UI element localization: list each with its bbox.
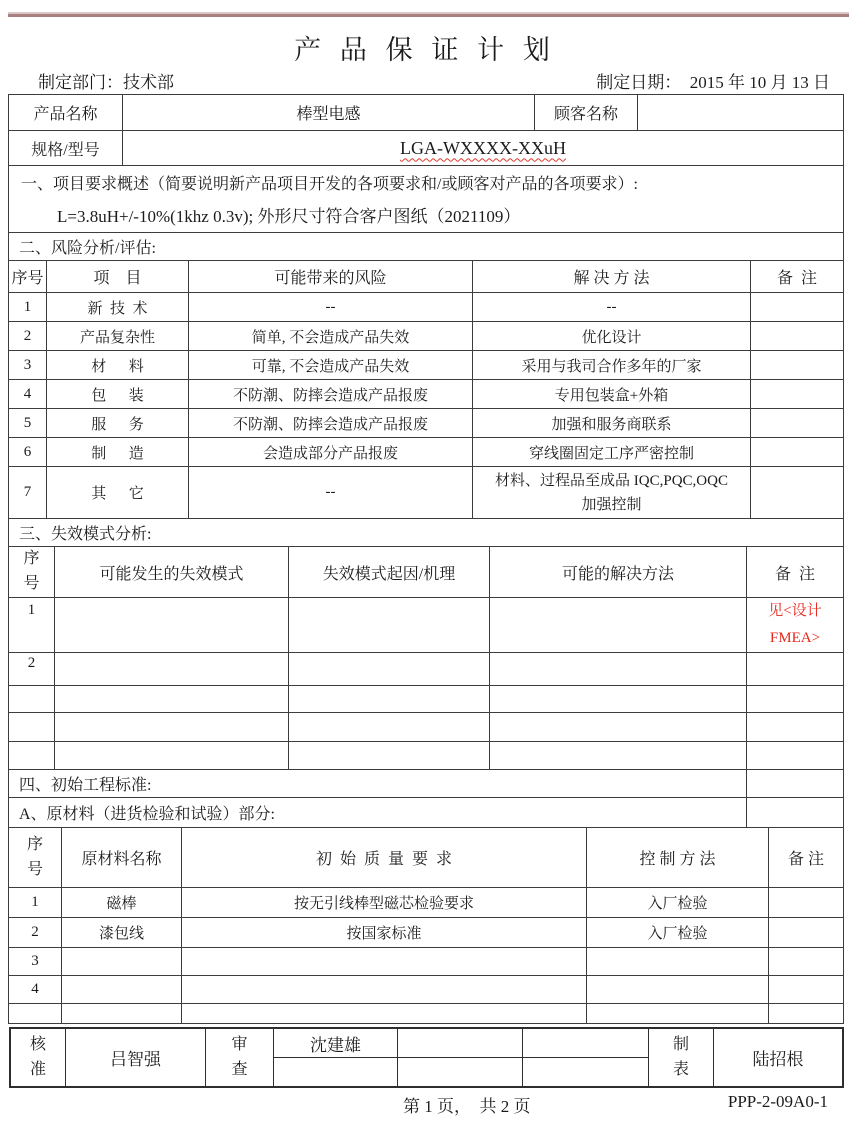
risk-solution-line2: 加强控制 <box>581 496 642 513</box>
section4-title-table <box>8 769 844 828</box>
spec-text: LGA-WXXXX-XXuH <box>400 137 566 158</box>
material-row <box>9 1004 844 1024</box>
fmea-note-line1: 见<设计 <box>768 603 822 619</box>
fmea-cell-remark <box>747 598 844 653</box>
risk-table <box>8 260 844 519</box>
fmea-cell-cause <box>289 598 490 653</box>
fmea-cell-solution <box>490 598 747 653</box>
risk-row <box>9 467 844 519</box>
mat-cell-control <box>587 976 769 1004</box>
fmea-cell-no: 1 <box>9 598 55 653</box>
risk-solution-line1: 材料、过程品至成品 IQC,PQC,OQC <box>495 472 728 489</box>
mat-header-control: 控 制 方 法 <box>587 828 769 888</box>
meta-row <box>8 68 844 93</box>
section4-subtitle: A、原材料（进货检验和试验）部分: <box>9 798 747 828</box>
mat-header-material: 原材料名称 <box>62 828 182 888</box>
fmea-cell-remark <box>747 742 844 770</box>
spec-value <box>123 131 844 166</box>
signature-block <box>10 1028 843 1087</box>
signature-blank-cell <box>274 1058 398 1087</box>
fmea-row <box>9 598 844 653</box>
mat-header-no-text: 序号 <box>26 835 43 878</box>
section4-title-remark-cell <box>747 770 844 798</box>
risk-cell-risk: 会造成部分产品报废 <box>189 438 473 467</box>
risk-cell-solution: -- <box>473 293 751 322</box>
mat-header-requirement: 初 始 质 量 要 求 <box>182 828 587 888</box>
mat-cell-material <box>62 1004 182 1024</box>
risk-cell-risk: 可靠, 不会造成产品失效 <box>189 351 473 380</box>
risk-cell-no: 6 <box>9 438 47 467</box>
fmea-header-solution: 可能的解决方法 <box>490 547 747 598</box>
section3-title: 三、失效模式分析: <box>9 519 844 547</box>
mat-cell-no: 3 <box>9 948 62 976</box>
risk-row <box>9 293 844 322</box>
fmea-cell-solution <box>490 713 747 742</box>
risk-cell-solution: 专用包装盒+外箱 <box>473 380 751 409</box>
risk-cell-remark <box>751 322 844 351</box>
mat-cell-material: 漆包线 <box>62 918 182 948</box>
risk-cell-item: 产品复杂性 <box>47 322 189 351</box>
fmea-header-remark: 备 注 <box>747 547 844 598</box>
risk-cell-item: 服 务 <box>47 409 189 438</box>
footer-page-info: 第 1 页， 共 2 页 <box>403 1097 531 1116</box>
fmea-row <box>9 653 844 686</box>
risk-cell-solution: 穿线圈固定工序严密控制 <box>473 438 751 467</box>
fmea-cell-remark <box>747 713 844 742</box>
mat-cell-control <box>587 948 769 976</box>
risk-cell-no: 3 <box>9 351 47 380</box>
fmea-row <box>9 713 844 742</box>
risk-row <box>9 438 844 467</box>
risk-row <box>9 322 844 351</box>
mat-cell-material: 磁棒 <box>62 888 182 918</box>
risk-cell-risk: -- <box>189 467 473 519</box>
risk-row <box>9 351 844 380</box>
mat-header-remark: 备 注 <box>769 828 844 888</box>
risk-cell-no: 7 <box>9 467 47 519</box>
risk-cell-risk: 不防潮、防摔会造成产品报废 <box>189 380 473 409</box>
risk-cell-risk: 简单, 不会造成产品失效 <box>189 322 473 351</box>
signature-blank-cell <box>523 1058 649 1087</box>
risk-header-item: 项 目 <box>47 261 189 293</box>
section1-table <box>8 165 844 233</box>
mat-cell-remark <box>769 976 844 1004</box>
fmea-header-no <box>9 547 55 598</box>
risk-cell-solution: 采用与我司合作多年的厂家 <box>473 351 751 380</box>
material-table <box>8 827 844 1024</box>
date-label: 制定日期： 2015 年 10 月 13 日 <box>596 73 830 92</box>
fmea-cell-remark <box>747 653 844 686</box>
risk-cell-item: 材 料 <box>47 351 189 380</box>
fmea-cell-mode <box>55 653 289 686</box>
fmea-header-cause: 失效模式起因/机理 <box>289 547 490 598</box>
section4-title: 四、初始工程标准: <box>9 770 747 798</box>
customer-name-value <box>638 95 844 131</box>
product-name-label: 产品名称 <box>9 95 123 131</box>
section4-subtitle-remark-cell <box>747 798 844 828</box>
risk-cell-item: 新 技 术 <box>47 293 189 322</box>
accent-bar <box>8 12 849 17</box>
product-table <box>8 94 844 166</box>
signature-blank-cell <box>523 1029 649 1058</box>
mat-cell-remark <box>769 888 844 918</box>
risk-row <box>9 380 844 409</box>
fmea-cell-mode <box>55 598 289 653</box>
mat-cell-no: 4 <box>9 976 62 1004</box>
risk-cell-risk: 不防潮、防摔会造成产品报废 <box>189 409 473 438</box>
signature-blank-cell <box>398 1058 523 1087</box>
risk-header-risk: 可能带来的风险 <box>189 261 473 293</box>
risk-cell-no: 5 <box>9 409 47 438</box>
fmea-note-line2: FMEA> <box>769 630 821 646</box>
maker-name: 陆招根 <box>714 1029 843 1087</box>
reviewer-label-cell <box>206 1029 274 1087</box>
fmea-cell-solution <box>490 742 747 770</box>
risk-cell-no: 4 <box>9 380 47 409</box>
maker-label-cell <box>649 1029 714 1087</box>
mat-cell-remark <box>769 948 844 976</box>
risk-header-remark: 备 注 <box>751 261 844 293</box>
fmea-cell-solution <box>490 653 747 686</box>
approver-label: 核准 <box>29 1035 46 1078</box>
fmea-cell-no <box>9 686 55 713</box>
risk-cell-remark <box>751 293 844 322</box>
mat-cell-material <box>62 976 182 1004</box>
fmea-cell-mode <box>55 713 289 742</box>
fmea-cell-no: 2 <box>9 653 55 686</box>
mat-cell-control: 入厂检验 <box>587 918 769 948</box>
mat-cell-requirement <box>182 976 587 1004</box>
fmea-cell-solution <box>490 686 747 713</box>
fmea-table <box>8 546 844 770</box>
fmea-header-no-text: 序号 <box>23 550 40 592</box>
section1-cell <box>9 166 844 233</box>
mat-cell-remark <box>769 918 844 948</box>
risk-cell-no: 1 <box>9 293 47 322</box>
mat-cell-requirement <box>182 948 587 976</box>
mat-header-no <box>9 828 62 888</box>
fmea-cell-mode <box>55 742 289 770</box>
reviewer-name: 沈建雄 <box>274 1029 398 1058</box>
dept-label: 制定部门：技术部 <box>38 73 174 92</box>
risk-cell-solution <box>473 467 751 519</box>
risk-header-solution: 解 决 方 法 <box>473 261 751 293</box>
mat-cell-control: 入厂检验 <box>587 888 769 918</box>
customer-name-label: 顾客名称 <box>535 95 638 131</box>
reviewer-label: 审查 <box>231 1035 248 1078</box>
fmea-cell-no <box>9 742 55 770</box>
risk-cell-no: 2 <box>9 322 47 351</box>
footer-doc-number: PPP-2-09A0-1 <box>727 1092 828 1111</box>
section1-content: L=3.8uH+/-10%(1khz 0.3v); 外形尺寸符合客户图纸（2021109） <box>57 207 521 226</box>
material-row <box>9 888 844 918</box>
mat-cell-requirement: 按国家标准 <box>182 918 587 948</box>
fmea-cell-cause <box>289 653 490 686</box>
mat-cell-material <box>62 948 182 976</box>
risk-cell-remark <box>751 351 844 380</box>
signature-blank-cell <box>398 1029 523 1058</box>
fmea-cell-no <box>9 713 55 742</box>
fmea-cell-cause <box>289 713 490 742</box>
fmea-cell-remark <box>747 686 844 713</box>
maker-label: 制表 <box>672 1035 689 1078</box>
risk-cell-risk: -- <box>189 293 473 322</box>
risk-cell-item: 包 装 <box>47 380 189 409</box>
section2-title-table <box>8 232 844 261</box>
fmea-cell-cause <box>289 686 490 713</box>
approver-label-cell <box>11 1029 66 1087</box>
section3-title-table <box>8 518 844 547</box>
mat-cell-remark <box>769 1004 844 1024</box>
form-body <box>8 95 844 1024</box>
risk-cell-remark <box>751 438 844 467</box>
fmea-cell-mode <box>55 686 289 713</box>
risk-header-no: 序号 <box>9 261 47 293</box>
product-name-value: 棒型电感 <box>123 95 535 131</box>
section1-title: 一、项目要求概述（简要说明新产品项目开发的各项要求和/或顾客对产品的各项要求）: <box>21 176 638 193</box>
approver-name: 吕智强 <box>66 1029 206 1087</box>
risk-cell-solution: 优化设计 <box>473 322 751 351</box>
mat-cell-no <box>9 1004 62 1024</box>
fmea-cell-cause <box>289 742 490 770</box>
mat-cell-requirement: 按无引线棒型磁芯检验要求 <box>182 888 587 918</box>
risk-cell-item: 其 它 <box>47 467 189 519</box>
risk-cell-remark <box>751 409 844 438</box>
spec-label: 规格/型号 <box>9 131 123 166</box>
section2-title: 二、风险分析/评估: <box>9 233 844 261</box>
mat-cell-no: 2 <box>9 918 62 948</box>
material-row <box>9 948 844 976</box>
fmea-row <box>9 686 844 713</box>
risk-cell-item: 制 造 <box>47 438 189 467</box>
risk-row <box>9 409 844 438</box>
risk-cell-solution: 加强和服务商联系 <box>473 409 751 438</box>
risk-cell-remark <box>751 467 844 519</box>
page-title: 产 品 保 证 计 划 <box>294 35 556 65</box>
footer <box>0 1092 850 1118</box>
material-row <box>9 976 844 1004</box>
mat-cell-requirement <box>182 1004 587 1024</box>
material-row <box>9 918 844 948</box>
fmea-row <box>9 742 844 770</box>
fmea-header-mode: 可能发生的失效模式 <box>55 547 289 598</box>
risk-cell-remark <box>751 380 844 409</box>
mat-cell-no: 1 <box>9 888 62 918</box>
mat-cell-control <box>587 1004 769 1024</box>
